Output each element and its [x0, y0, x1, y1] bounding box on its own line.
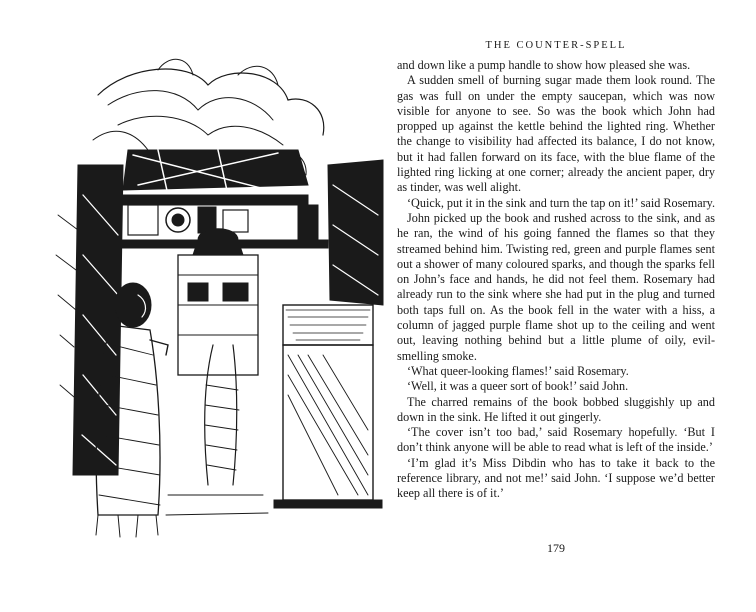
dark-smoke-mass	[123, 150, 308, 190]
paragraph: The charred remains of the book bobbed sluggishly up and down in the sink. He lifted it out gingerly.	[397, 394, 715, 424]
boy-figure	[205, 345, 237, 485]
running-head: THE COUNTER-SPELL	[485, 40, 627, 51]
stove	[178, 255, 258, 375]
body-text	[397, 58, 715, 502]
kitchen-illustration	[38, 55, 393, 550]
paragraph: ‘What queer-looking flames!’ said Rosemary.	[407, 363, 629, 378]
paragraph: and down like a pump handle to show how pleased she was.	[397, 58, 691, 72]
paragraph: ‘I’m glad it’s Miss Dibdin who has to take it back to the reference library, and not me!’ said John. ‘I suppose we’d better keep all there is of it.’	[397, 455, 715, 501]
smoke-plume	[98, 69, 324, 135]
text-page	[397, 0, 715, 612]
paragraph: A sudden smell of burning sugar made them look round. The gas was full on under the empty saucepan, which was now visible for anyone to see. So was the book which John had propped up against the kettle behind the lighted ring. Whether the change to visibility had affected its balance, I do not know, but it had fallen forward on its face, with the blue flame of the lighted ring licking at one corner; already the ancient paper, dry as tinder, was well alight.	[397, 73, 715, 195]
page-number: 179	[547, 541, 565, 555]
paragraph: ‘Well, it was a queer sort of book!’ said John.	[407, 379, 629, 394]
pen-ink-drawing	[38, 55, 393, 550]
paragraph: John picked up the book and rushed across to the sink, and as he ran, the wind of his going fanned the flames so that they streamed behind him. Twisting red, green and purple flames sent out a shower of many coloured sparks, and though the sparks fell on John’s face and hands, he did not feel them. Rosemary had already run to the sink where she had put in the plug and turned both taps full on. As the book fell in the water with a hiss, a column of jagged purple flame shot up to the ceiling and went out, leaving nothing behind but a little plume of oily, evil-smelling smoke.	[397, 210, 715, 363]
paragraph: ‘The cover isn’t too bad,’ said Rosemary hopefully. ‘But I don’t think anyone will be able to read what is left of the inside.’	[397, 425, 715, 455]
shelf-upper	[118, 195, 308, 205]
sink-cabinet	[283, 345, 373, 500]
paragraph: ‘Quick, put it in the sink and turn the tap on it!’ said Rosemary.	[407, 195, 716, 210]
